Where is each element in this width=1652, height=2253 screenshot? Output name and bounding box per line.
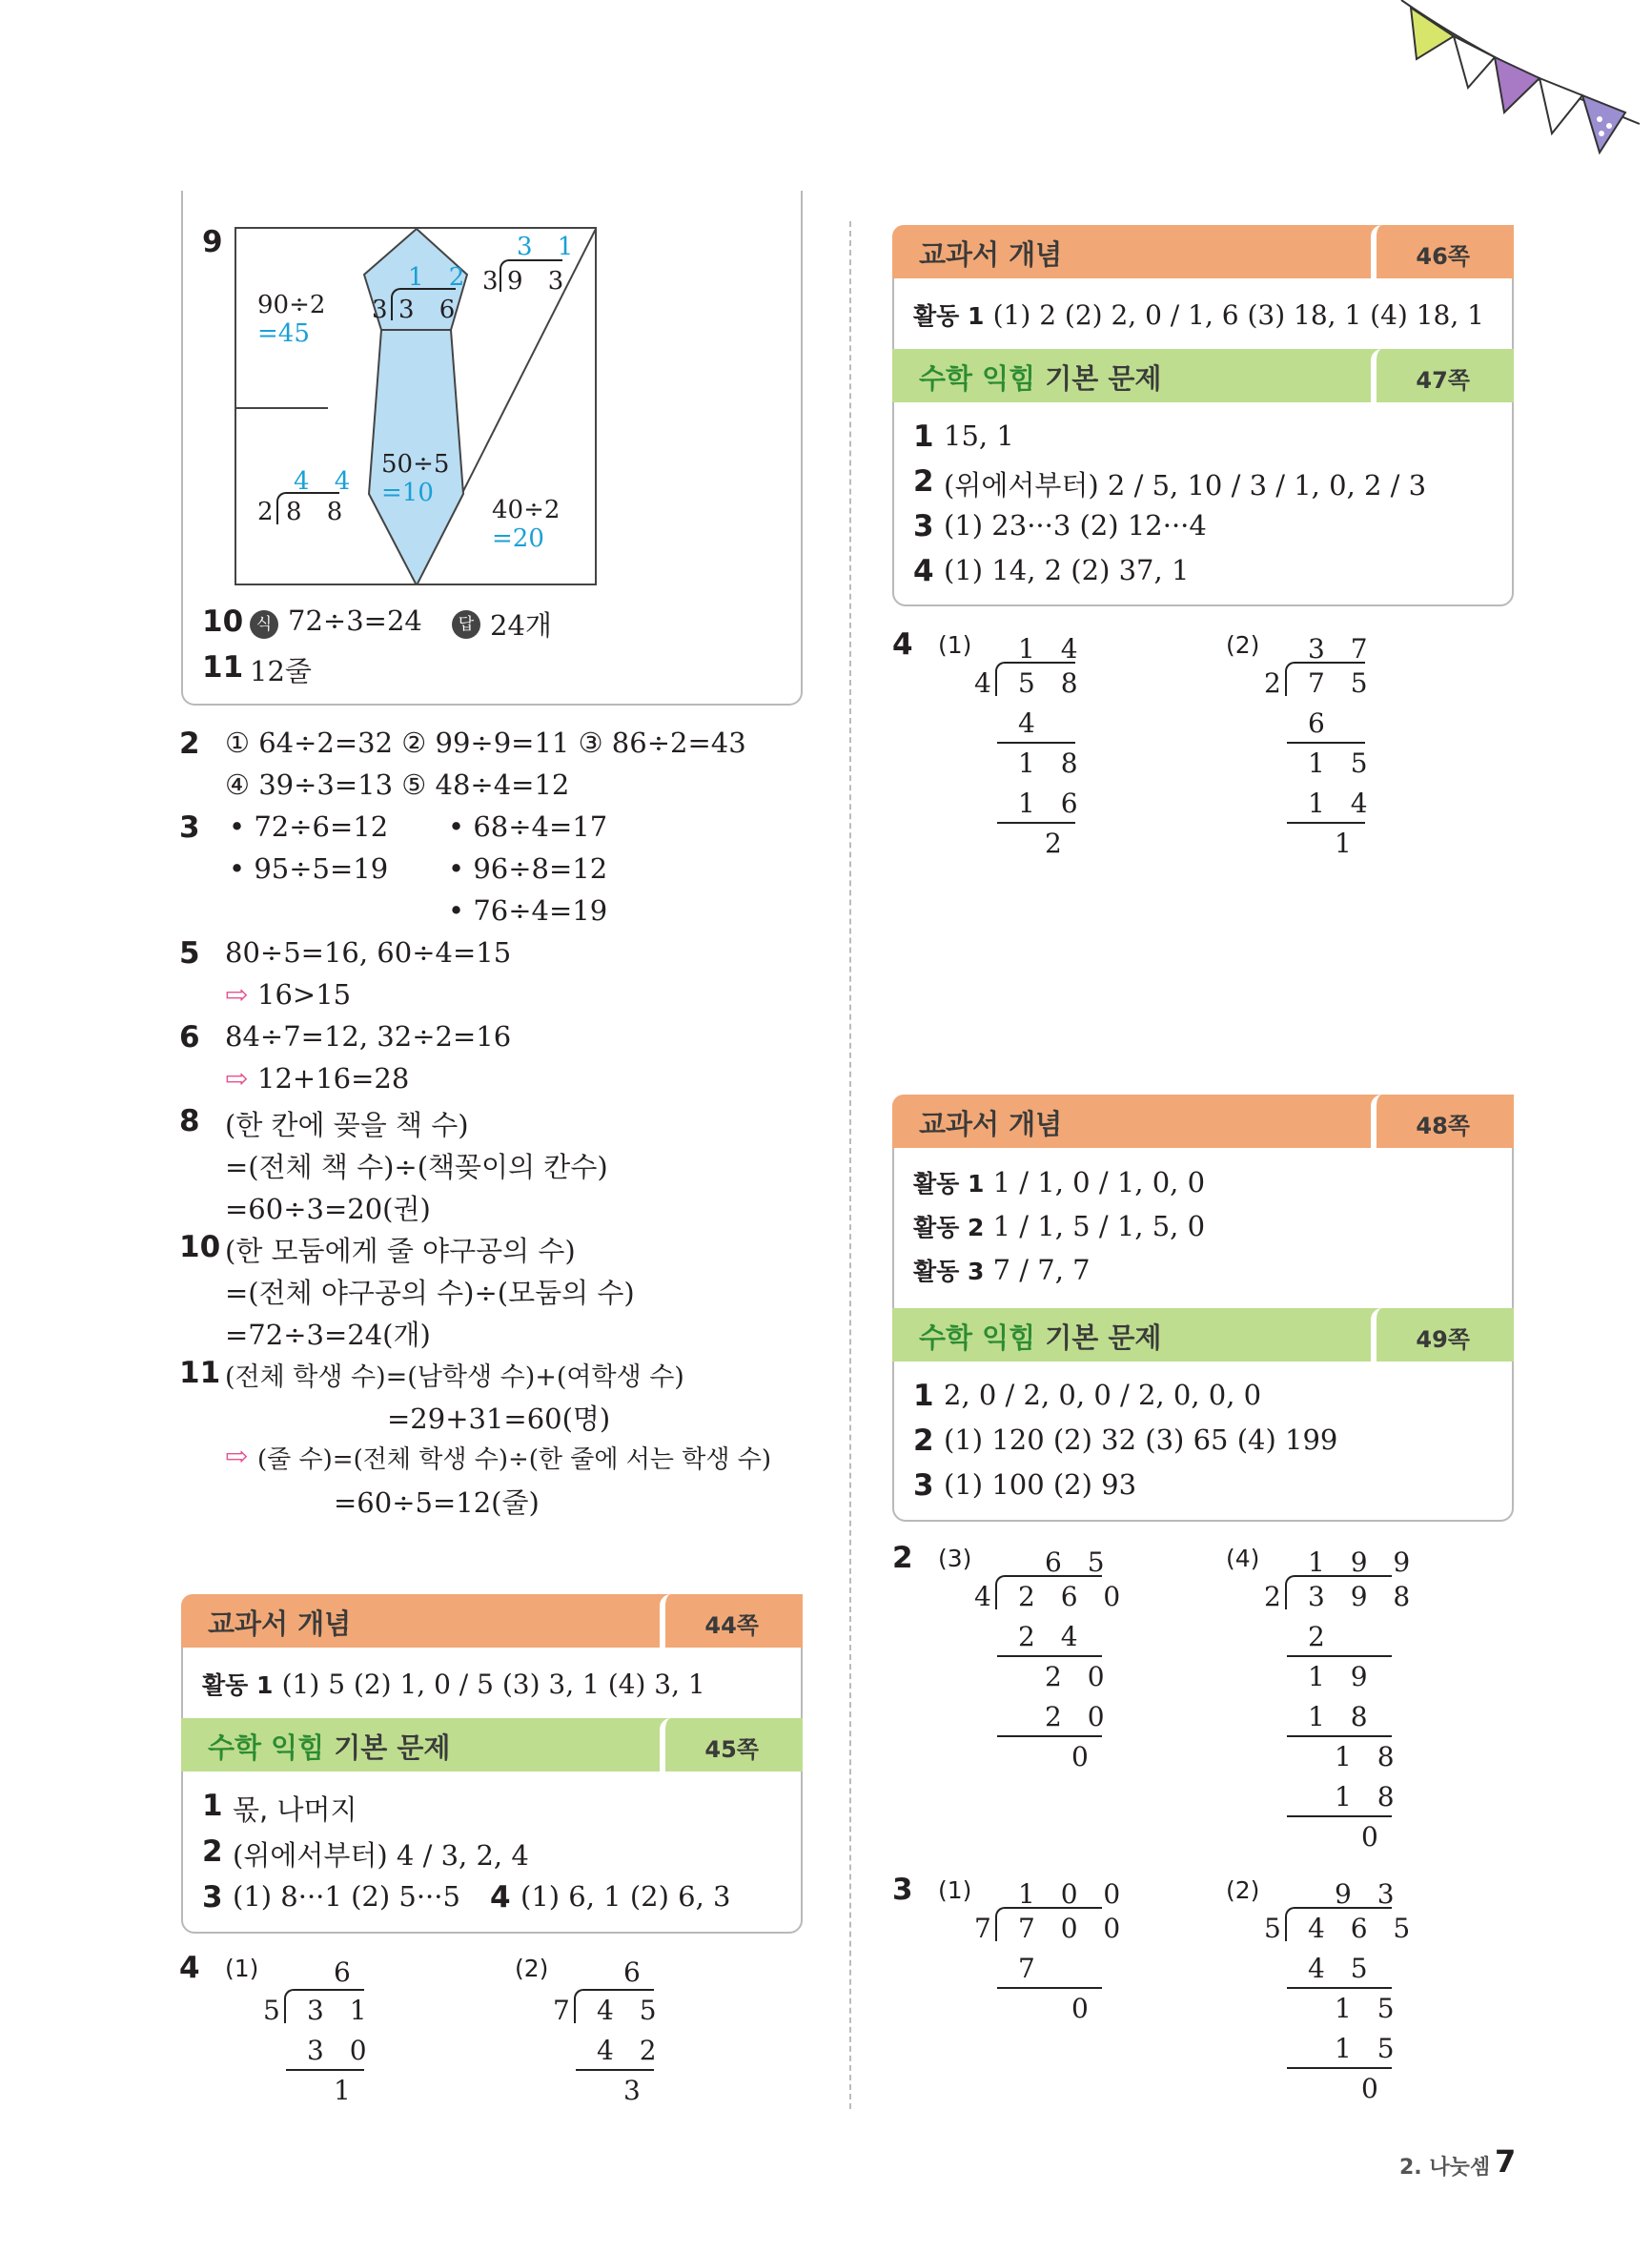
q10b-number: 10 [179, 1230, 221, 1264]
box44-a4: (1) 6, 1 (2) 6, 3 [520, 1880, 731, 1913]
div44-p2-remainder: 3 [623, 2075, 649, 2106]
div44-p2-divisor: 7 [553, 1995, 579, 2026]
box48-page: 48쪽 [1416, 1113, 1470, 1139]
div48b-p1-line1 [997, 1987, 1102, 1989]
q10a-expr: 72÷3=24 [288, 604, 422, 637]
q9-bl-dividend: 8 8 [286, 498, 352, 526]
q11b-line4: =60÷5=12(줄) [334, 1486, 540, 1519]
div44-p1-remainder: 1 [334, 2075, 359, 2106]
q10a-number: 10 [202, 604, 244, 639]
box48-a3-number: 3 [913, 1468, 934, 1503]
div44-p1-dividend: 3 1 [307, 1995, 376, 2026]
div48b-p1-quotient: 1 0 0 [1018, 1878, 1130, 1910]
q2-line2: ④ 39÷3=13 ⑤ 48÷4=12 [225, 768, 570, 801]
q3-b: • 68÷4=17 [448, 810, 608, 843]
div44-p1-quotient: 6 [334, 1956, 359, 1988]
box46-a4-number: 4 [913, 554, 934, 588]
q9-number: 9 [202, 225, 223, 259]
box44-title: 교과서 개념 [208, 1608, 352, 1640]
q8-number: 8 [179, 1104, 200, 1138]
dap-badge: 답 [452, 610, 480, 639]
q9-top-quotient: 3 1 [517, 233, 582, 261]
div44-number: 4 [179, 1951, 200, 1985]
box46-page2: 47쪽 [1416, 367, 1470, 394]
div48a-p1-line1 [997, 1655, 1102, 1657]
div48b-p2-remainder: 0 [1361, 2073, 1387, 2104]
div48a-p2-remainder: 0 [1361, 1821, 1387, 1853]
div48a-p1-b: 2 0 [1045, 1661, 1113, 1692]
q9-top-divisor: 3 [482, 267, 507, 296]
box46-header2: 수학 익힘 기본 문제 47쪽 [892, 349, 1514, 402]
box46-a4: (1) 14, 2 (2) 37, 1 [944, 554, 1190, 586]
q11a-answer: 12줄 [250, 655, 312, 687]
div48a-number: 2 [892, 1541, 913, 1575]
div48a-p2-a: 2 [1308, 1621, 1334, 1652]
div48a-p1-c: 2 0 [1045, 1701, 1113, 1732]
div48a-p2-line1 [1287, 1655, 1392, 1657]
div48a-p2-quotient: 1 9 9 [1308, 1546, 1419, 1578]
box44-a2: (위에서부터) 4 / 3, 2, 4 [233, 1839, 529, 1872]
q9-tie-dividend: 3 6 [398, 296, 464, 324]
div48a-p1-dividend: 2 6 0 [1018, 1581, 1130, 1612]
box44-header2: 수학 익힘 기본 문제 45쪽 [181, 1718, 803, 1772]
div48a-p2-dividend: 3 9 8 [1308, 1581, 1419, 1612]
q11b-line3: (줄 수)=(전체 학생 수)÷(한 줄에 서는 학생 수) [257, 1445, 772, 1474]
q9-tie-quotient: 1 2 [408, 263, 474, 292]
div48a-p1-divisor: 4 [974, 1581, 1000, 1612]
div46-p1-mid: 1 8 [1018, 748, 1087, 779]
box44-page: 44쪽 [704, 1612, 759, 1639]
q11b-arrow-icon: ⇨ [225, 1440, 249, 1472]
div48a-p2-label: (4) [1226, 1545, 1260, 1572]
div44-p1-divisor: 5 [263, 1995, 289, 2026]
box46-header [892, 225, 1514, 278]
box46-title: 교과서 개념 [919, 238, 1063, 271]
q9-right-answer: =20 [492, 524, 544, 553]
box48-a2: (1) 120 (2) 32 (3) 65 (4) 199 [944, 1423, 1338, 1456]
q5-line1: 80÷5=16, 60÷4=15 [225, 936, 512, 969]
box48-a1-number: 1 [913, 1379, 934, 1413]
q9-left-top-answer: =45 [257, 319, 310, 348]
div48b-p2-a: 4 5 [1308, 1953, 1377, 1984]
q11b-number: 11 [179, 1356, 221, 1390]
div48b-p2-c: 1 5 [1335, 2033, 1403, 2064]
div46-p1-divisor: 4 [974, 667, 1000, 699]
div48b-number: 3 [892, 1873, 913, 1907]
box46-a1: 15, 1 [944, 420, 1014, 452]
q11b-line1: (전체 학생 수)=(남학생 수)+(여학생 수) [225, 1362, 684, 1392]
div48a-p1-quotient: 6 5 [1045, 1546, 1113, 1578]
footer-section: 2. 나눗셈 [1399, 2156, 1491, 2180]
box46-a2-number: 2 [913, 464, 934, 499]
box44-a3: (1) 8···1 (2) 5···5 [233, 1880, 460, 1913]
q9-bl-quotient: 4 4 [294, 467, 359, 496]
box44-a3-number: 3 [202, 1880, 223, 1915]
div48a-p2-divisor: 2 [1264, 1581, 1290, 1612]
box48-page2: 49쪽 [1416, 1326, 1470, 1353]
q2-number: 2 [179, 727, 200, 761]
q9-left-top-expr: 90÷2 [257, 291, 326, 319]
div48b-p2-b: 1 5 [1335, 1993, 1403, 2024]
box48-activity2: 활동 2 1 / 1, 5 / 1, 5, 0 [913, 1210, 1206, 1242]
box44-page2: 45쪽 [704, 1736, 759, 1763]
q5-arrow-icon: ⇨ [225, 978, 249, 1011]
q10b-line3: =72÷3=24(개) [225, 1319, 431, 1351]
div46-p1-sub1: 4 [1018, 707, 1044, 739]
div48b-p1-dividend: 7 0 0 [1018, 1913, 1130, 1944]
bunting-decoration [1382, 0, 1652, 162]
div46-p2-sub1: 6 [1308, 707, 1334, 739]
div46-p2-label: (2) [1226, 631, 1260, 659]
q2-line1: ① 64÷2=32 ② 99÷9=11 ③ 86÷2=43 [225, 727, 746, 759]
column-divider [849, 221, 851, 2109]
div44-p2-label: (2) [515, 1955, 549, 1982]
q3-c: • 95÷5=19 [229, 852, 389, 885]
q10b-line1: (한 모둠에게 줄 야구공의 수) [225, 1235, 576, 1267]
q6-line1: 84÷7=12, 32÷2=16 [225, 1020, 512, 1053]
div46-p2-line1 [1287, 742, 1365, 744]
div48b-p2-dividend: 4 6 5 [1308, 1913, 1419, 1944]
q3-number: 3 [179, 810, 200, 845]
div46-p2-divisor: 2 [1264, 667, 1290, 699]
q5-line2: 16>15 [257, 978, 352, 1011]
q9-tie-expr: 50÷5 [381, 450, 450, 479]
div46-p2-mid: 1 5 [1308, 748, 1377, 779]
box44-a1-number: 1 [202, 1789, 223, 1823]
q3-e: • 76÷4=19 [448, 894, 608, 927]
q6-line2: 12+16=28 [257, 1062, 410, 1095]
div48a-p1-line2 [997, 1735, 1102, 1737]
sik-badge: 식 [250, 610, 278, 639]
q9-tie-answer: =10 [381, 479, 434, 507]
box48-title: 교과서 개념 [919, 1108, 1063, 1140]
div44-p1-label: (1) [225, 1955, 259, 1982]
box46-a3: (1) 23···3 (2) 12···4 [944, 509, 1207, 542]
div46-p1-line1 [997, 742, 1075, 744]
div46-p1-label: (1) [938, 631, 972, 659]
q9-top-dividend: 9 3 [507, 267, 573, 296]
q6-number: 6 [179, 1020, 200, 1055]
q10a-answer: 24개 [490, 609, 552, 642]
div46-p1-sub2: 1 6 [1018, 788, 1087, 819]
box48-a2-number: 2 [913, 1423, 934, 1458]
div48b-p1-a: 7 [1018, 1953, 1044, 1984]
div48b-p1-divisor: 7 [974, 1913, 1000, 1944]
box48-a1: 2, 0 / 2, 0, 0 / 2, 0, 0, 0 [944, 1379, 1262, 1411]
box48-a3: (1) 100 (2) 93 [944, 1468, 1137, 1501]
box46-page: 46쪽 [1416, 243, 1470, 270]
q8-line2: =(전체 책 수)÷(책꽂이의 칸수) [225, 1151, 608, 1183]
div46-p2-sub2: 1 4 [1308, 788, 1377, 819]
div46-p1-dividend: 5 8 [1018, 667, 1087, 699]
div46-p2-remainder: 1 [1335, 828, 1360, 859]
q5-number: 5 [179, 936, 200, 971]
q9-tie-divisor: 3 [372, 296, 397, 324]
box44-a4-number: 4 [490, 1880, 511, 1915]
q9-right-expr: 40÷2 [492, 496, 561, 524]
div48a-p2-b: 1 9 [1308, 1661, 1377, 1692]
div46-p2-line2 [1287, 822, 1365, 824]
box48-activity3: 활동 3 7 / 7, 7 [913, 1254, 1091, 1286]
div46-p2-dividend: 7 5 [1308, 667, 1377, 699]
div44-p1-sub: 3 0 [307, 2035, 376, 2066]
box48-activity1: 활동 1 1 / 1, 0 / 1, 0, 0 [913, 1166, 1206, 1198]
div44-p2-line [576, 2069, 654, 2071]
box46-a2: (위에서부터) 2 / 5, 10 / 3 / 1, 0, 2 / 3 [944, 469, 1427, 502]
box48-header2: 수학 익힘 기본 문제 49쪽 [892, 1308, 1514, 1362]
q10b-line2: =(전체 야구공의 수)÷(모둠의 수) [225, 1277, 635, 1309]
div44-p2-quotient: 6 [623, 1956, 649, 1988]
box46-a1-number: 1 [913, 420, 934, 454]
div46-p2-quotient: 3 7 [1308, 633, 1377, 665]
box-46 [892, 225, 1514, 606]
div48a-p1-remainder: 0 [1071, 1741, 1097, 1772]
div46-number: 4 [892, 627, 913, 662]
div48b-p1-label: (1) [938, 1876, 972, 1904]
div48b-p1-remainder: 0 [1071, 1993, 1097, 2024]
div48a-p1-label: (3) [938, 1545, 972, 1572]
box44-a1: 몫, 나머지 [233, 1793, 357, 1826]
q11a-number: 11 [202, 650, 244, 685]
box46-activity: 활동 1 (1) 2 (2) 2, 0 / 1, 6 (3) 18, 1 (4) 18, 1 [913, 299, 1484, 331]
div48b-p2-label: (2) [1226, 1876, 1260, 1904]
div48b-p2-divisor: 5 [1264, 1913, 1290, 1944]
q6-arrow-icon: ⇨ [225, 1062, 249, 1095]
q8-line1: (한 칸에 꽂을 책 수) [225, 1109, 469, 1141]
div48a-p2-e: 1 8 [1335, 1741, 1403, 1772]
box44-a2-number: 2 [202, 1834, 223, 1869]
div48a-p2-line3 [1287, 1815, 1392, 1817]
q3-d: • 96÷8=12 [448, 852, 608, 885]
div46-p1-remainder: 2 [1045, 828, 1071, 859]
div46-p1-line2 [997, 822, 1075, 824]
q8-line3: =60÷3=20(권) [225, 1193, 431, 1225]
div44-p1-line [286, 2069, 364, 2071]
box44-activity: 활동 1 (1) 5 (2) 1, 0 / 5 (3) 3, 1 (4) 3, 1 [202, 1669, 705, 1700]
div48a-p2-c: 1 8 [1308, 1701, 1377, 1732]
q3-a: • 72÷6=12 [229, 810, 389, 843]
div48a-p1-a: 2 4 [1018, 1621, 1087, 1652]
div48a-p2-f: 1 8 [1335, 1781, 1403, 1813]
q9-bl-divisor: 2 [257, 498, 282, 526]
div48b-p2-line1 [1287, 1987, 1392, 1989]
page-number: 7 [1495, 2143, 1517, 2180]
box46-a3-number: 3 [913, 509, 934, 543]
div44-p2-sub: 4 2 [597, 2035, 665, 2066]
div48b-p2-quotient: 9 3 [1335, 1878, 1403, 1910]
div48a-p2-line2 [1287, 1735, 1392, 1737]
div48b-p2-line2 [1287, 2067, 1392, 2069]
div46-p1-quotient: 1 4 [1018, 633, 1087, 665]
box48-header [892, 1095, 1514, 1148]
q11b-line2: =29+31=60(명) [387, 1403, 611, 1435]
div44-p2-dividend: 4 5 [597, 1995, 665, 2026]
box44-header [181, 1594, 803, 1648]
